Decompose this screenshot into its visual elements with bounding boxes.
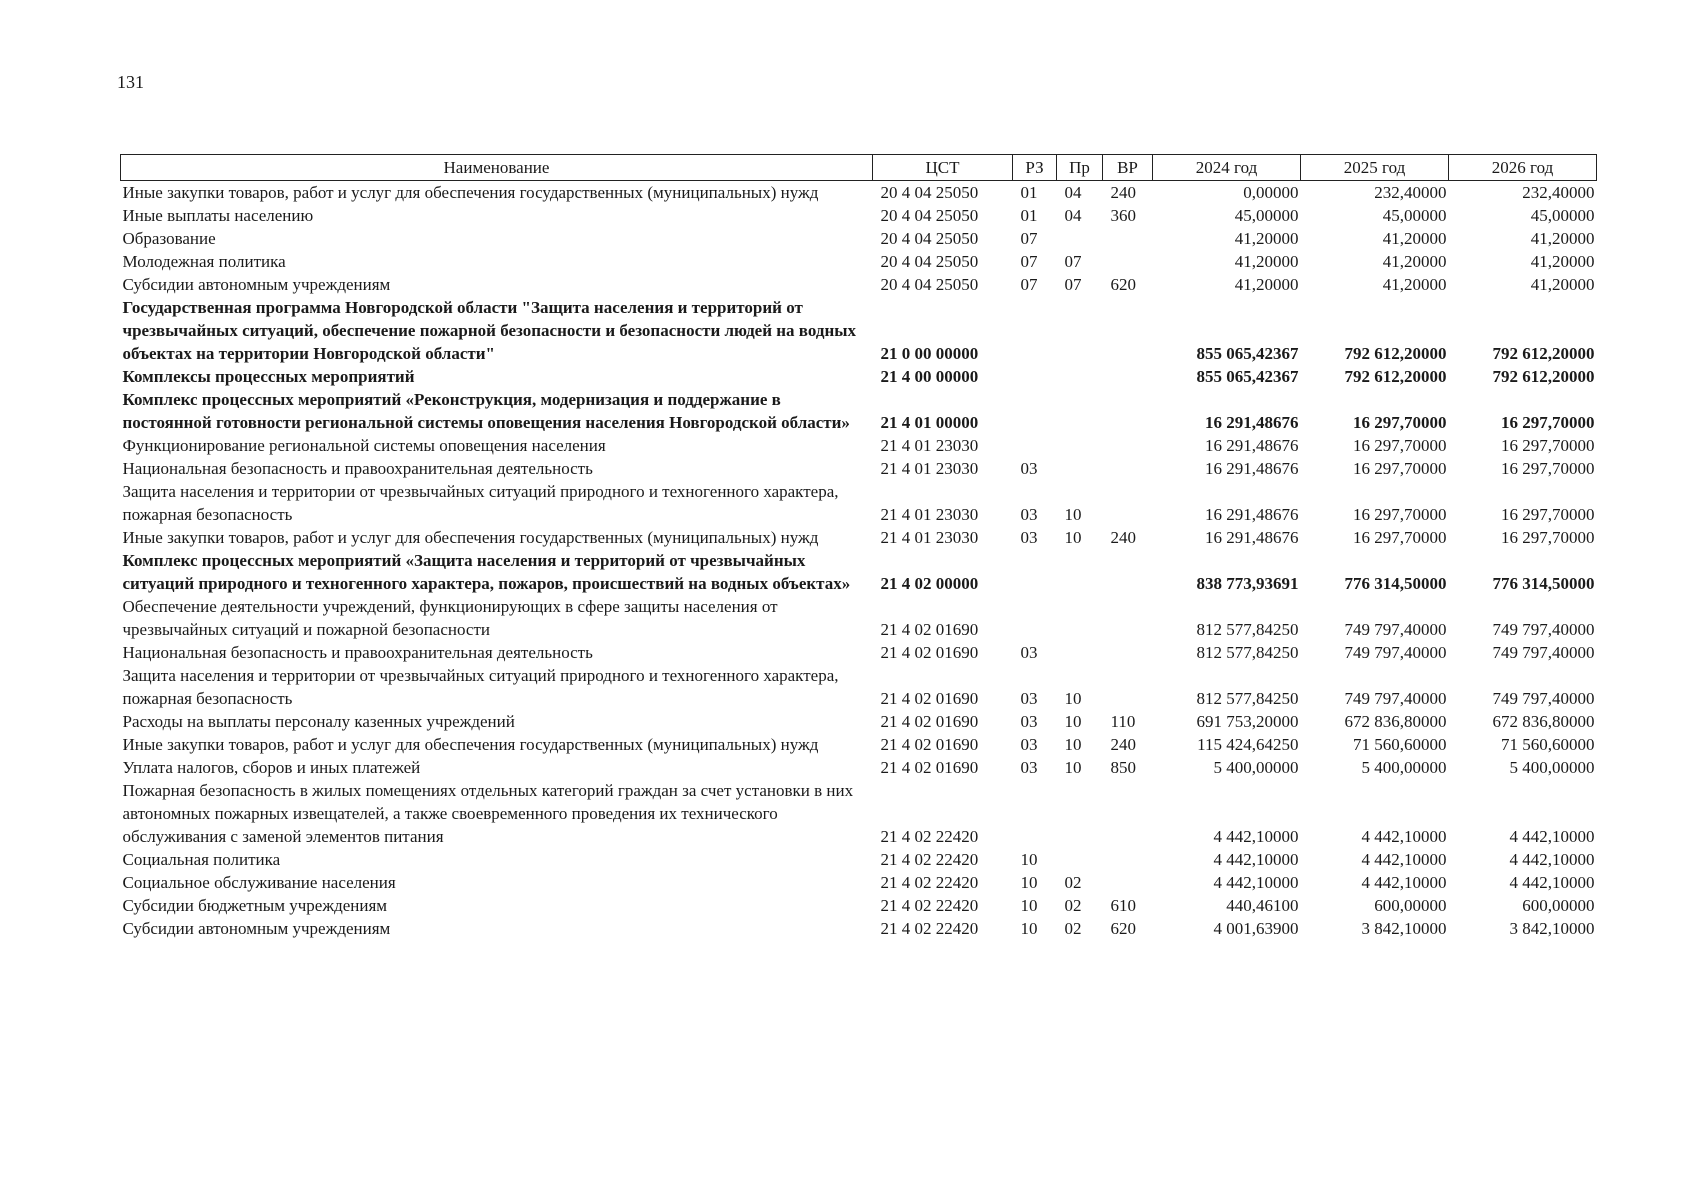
row-vr: 240 <box>1110 528 1136 547</box>
row-2024: 812 577,84250 <box>1196 689 1299 708</box>
row-cst: 21 4 01 23030 <box>880 528 979 547</box>
row-vr <box>1103 595 1153 641</box>
budget-table <box>120 154 1597 940</box>
row-pr <box>1057 388 1103 434</box>
row-rz <box>1013 365 1057 388</box>
row-2024: 838 773,93691 <box>1196 574 1299 593</box>
row-2025: 5 400,00000 <box>1361 758 1447 777</box>
row-2026: 749 797,40000 <box>1492 643 1595 662</box>
row-cst: 20 4 04 25050 <box>880 183 979 202</box>
row-name: Иные закупки товаров, работ и услуг для обеспечения государственных (муниципальных) нужд <box>122 528 819 547</box>
table-row <box>121 480 1597 526</box>
row-rz: 07 <box>1020 275 1038 294</box>
row-pr: 07 <box>1064 275 1082 294</box>
table-row <box>121 917 1597 940</box>
row-2026: 600,00000 <box>1522 896 1595 915</box>
row-vr: 620 <box>1110 275 1136 294</box>
header-rz: РЗ <box>1013 155 1057 181</box>
header-vr: ВР <box>1103 155 1153 181</box>
row-2024: 812 577,84250 <box>1196 643 1299 662</box>
row-2026: 5 400,00000 <box>1509 758 1595 777</box>
row-name: Защита населения и территории от чрезвычайных ситуаций природного и техногенного характера, пожарная безопасность <box>122 482 839 524</box>
row-pr <box>1057 434 1103 457</box>
row-pr: 10 <box>1064 528 1082 547</box>
row-cst: 20 4 04 25050 <box>880 229 979 248</box>
row-name: Комплексы процессных мероприятий <box>122 367 415 386</box>
row-2025: 232,40000 <box>1374 183 1447 202</box>
table-row <box>121 733 1597 756</box>
row-cst: 21 4 01 23030 <box>880 459 979 478</box>
row-pr: 10 <box>1064 735 1082 754</box>
row-2025: 749 797,40000 <box>1344 620 1447 639</box>
row-2026: 776 314,50000 <box>1492 574 1595 593</box>
row-cst: 21 4 02 22420 <box>880 873 979 892</box>
row-2024: 5 400,00000 <box>1213 758 1299 777</box>
row-rz: 03 <box>1020 643 1038 662</box>
row-pr <box>1057 595 1103 641</box>
row-rz: 01 <box>1020 183 1038 202</box>
row-vr: 610 <box>1110 896 1136 915</box>
row-2024: 691 753,20000 <box>1196 712 1299 731</box>
row-2026: 232,40000 <box>1522 183 1595 202</box>
row-rz: 03 <box>1020 505 1038 524</box>
row-vr <box>1103 388 1153 434</box>
row-2024: 440,46100 <box>1226 896 1299 915</box>
row-2024: 16 291,48676 <box>1205 505 1299 524</box>
row-2024: 41,20000 <box>1234 275 1299 294</box>
row-2026: 16 297,70000 <box>1501 528 1595 547</box>
row-rz: 03 <box>1020 459 1038 478</box>
row-name: Субсидии автономным учреждениям <box>122 919 391 938</box>
row-vr <box>1103 779 1153 848</box>
row-cst: 21 4 00 00000 <box>880 367 979 386</box>
table-row <box>121 549 1597 595</box>
row-2026: 16 297,70000 <box>1501 459 1595 478</box>
row-rz <box>1013 434 1057 457</box>
row-cst: 21 4 02 22420 <box>880 850 979 869</box>
row-cst: 20 4 04 25050 <box>880 252 979 271</box>
row-rz: 03 <box>1020 712 1038 731</box>
row-vr <box>1103 457 1153 480</box>
row-name: Функционирование региональной системы оповещения населения <box>122 436 606 455</box>
row-rz: 10 <box>1020 850 1038 869</box>
row-2025: 776 314,50000 <box>1344 574 1447 593</box>
row-rz: 03 <box>1020 528 1038 547</box>
row-2025: 4 442,10000 <box>1361 827 1447 846</box>
row-pr <box>1057 365 1103 388</box>
row-cst: 20 4 04 25050 <box>880 275 979 294</box>
row-2025: 16 297,70000 <box>1353 459 1447 478</box>
row-2024: 16 291,48676 <box>1205 436 1299 455</box>
row-cst: 21 4 02 01690 <box>880 689 979 708</box>
row-2025: 4 442,10000 <box>1361 850 1447 869</box>
row-2024: 0,00000 <box>1243 183 1299 202</box>
row-vr <box>1103 664 1153 710</box>
row-rz: 07 <box>1020 229 1038 248</box>
row-pr: 04 <box>1064 206 1082 225</box>
header-2026: 2026 год <box>1449 155 1597 181</box>
page-number: 131 <box>117 72 144 92</box>
table-row <box>121 181 1597 205</box>
row-2026: 749 797,40000 <box>1492 620 1595 639</box>
table-row <box>121 848 1597 871</box>
row-2026: 749 797,40000 <box>1492 689 1595 708</box>
row-vr <box>1103 848 1153 871</box>
row-2026: 16 297,70000 <box>1501 436 1595 455</box>
row-2025: 600,00000 <box>1374 896 1447 915</box>
row-2025: 71 560,60000 <box>1353 735 1447 754</box>
row-2025: 672 836,80000 <box>1344 712 1447 731</box>
row-vr <box>1103 549 1153 595</box>
row-2026: 41,20000 <box>1530 275 1595 294</box>
row-2024: 115 424,64250 <box>1197 735 1299 754</box>
table-row <box>121 664 1597 710</box>
row-2024: 855 065,42367 <box>1196 344 1299 363</box>
table-row <box>121 365 1597 388</box>
table-row <box>121 710 1597 733</box>
row-cst: 21 4 02 01690 <box>880 712 979 731</box>
header-2024: 2024 год <box>1153 155 1301 181</box>
row-name: Социальное обслуживание населения <box>122 873 396 892</box>
header-pr: Пр <box>1057 155 1103 181</box>
row-2026: 16 297,70000 <box>1501 413 1595 432</box>
row-vr <box>1103 296 1153 365</box>
row-2026: 792 612,20000 <box>1492 367 1595 386</box>
row-2025: 41,20000 <box>1382 275 1447 294</box>
row-rz: 10 <box>1020 919 1038 938</box>
row-rz <box>1013 595 1057 641</box>
row-pr: 10 <box>1064 505 1082 524</box>
table-row <box>121 204 1597 227</box>
row-cst: 21 4 01 23030 <box>880 436 979 455</box>
row-name: Национальная безопасность и правоохранительная деятельность <box>122 459 593 478</box>
row-cst: 21 4 02 22420 <box>880 827 979 846</box>
row-pr <box>1057 296 1103 365</box>
table-body <box>121 181 1597 941</box>
row-2024: 812 577,84250 <box>1196 620 1299 639</box>
row-2026: 45,00000 <box>1530 206 1595 225</box>
table-row <box>121 227 1597 250</box>
row-cst: 21 4 01 23030 <box>880 505 979 524</box>
row-rz: 03 <box>1020 689 1038 708</box>
row-pr: 10 <box>1064 712 1082 731</box>
row-cst: 20 4 04 25050 <box>880 206 979 225</box>
row-pr: 07 <box>1064 252 1082 271</box>
row-2026: 4 442,10000 <box>1509 827 1595 846</box>
table-row <box>121 250 1597 273</box>
row-vr <box>1103 871 1153 894</box>
row-vr: 240 <box>1110 183 1136 202</box>
row-vr <box>1103 365 1153 388</box>
row-name: Образование <box>122 229 216 248</box>
table-row <box>121 296 1597 365</box>
row-2024: 16 291,48676 <box>1205 413 1299 432</box>
row-2024: 16 291,48676 <box>1205 459 1299 478</box>
row-2026: 41,20000 <box>1530 252 1595 271</box>
row-rz <box>1013 388 1057 434</box>
row-rz: 03 <box>1020 758 1038 777</box>
row-vr <box>1103 227 1153 250</box>
row-cst: 21 4 02 00000 <box>880 574 979 593</box>
row-vr <box>1103 250 1153 273</box>
row-pr <box>1057 457 1103 480</box>
row-2025: 16 297,70000 <box>1353 436 1447 455</box>
row-name: Субсидии автономным учреждениям <box>122 275 391 294</box>
row-cst: 21 4 02 22420 <box>880 919 979 938</box>
row-name: Иные выплаты населению <box>122 206 314 225</box>
row-2025: 16 297,70000 <box>1353 528 1447 547</box>
row-name: Расходы на выплаты персоналу казенных учреждений <box>122 712 515 731</box>
row-2026: 4 442,10000 <box>1509 873 1595 892</box>
row-pr: 02 <box>1064 919 1082 938</box>
table-row <box>121 641 1597 664</box>
row-name: Молодежная политика <box>122 252 286 271</box>
row-name: Комплекс процессных мероприятий «Реконструкция, модернизация и поддержание в постоянной готовности региональной системы оповещения населения Новгородской области» <box>122 390 850 432</box>
row-cst: 21 4 02 01690 <box>880 643 979 662</box>
row-2025: 749 797,40000 <box>1344 689 1447 708</box>
table-row <box>121 457 1597 480</box>
row-pr <box>1057 848 1103 871</box>
row-2026: 71 560,60000 <box>1501 735 1595 754</box>
table-row <box>121 273 1597 296</box>
row-2025: 45,00000 <box>1382 206 1447 225</box>
row-rz: 03 <box>1020 735 1038 754</box>
row-2025: 792 612,20000 <box>1344 367 1447 386</box>
row-name: Обеспечение деятельности учреждений, функционирующих в сфере защиты населения от чрезвычайных ситуаций и пожарной безопасности <box>122 597 778 639</box>
row-cst: 21 4 02 22420 <box>880 896 979 915</box>
row-2026: 4 442,10000 <box>1509 850 1595 869</box>
row-rz: 01 <box>1020 206 1038 225</box>
row-rz: 10 <box>1020 873 1038 892</box>
header-name: Наименование <box>121 155 873 181</box>
row-cst: 21 4 02 01690 <box>880 620 979 639</box>
row-2025: 749 797,40000 <box>1344 643 1447 662</box>
table-row <box>121 894 1597 917</box>
row-pr: 10 <box>1064 689 1082 708</box>
row-name: Иные закупки товаров, работ и услуг для обеспечения государственных (муниципальных) нужд <box>122 183 819 202</box>
table-row <box>121 779 1597 848</box>
row-rz: 07 <box>1020 252 1038 271</box>
table-row <box>121 388 1597 434</box>
row-cst: 21 4 01 00000 <box>880 413 979 432</box>
row-name: Субсидии бюджетным учреждениям <box>122 896 388 915</box>
row-2024: 16 291,48676 <box>1205 528 1299 547</box>
row-pr <box>1057 549 1103 595</box>
header-2025: 2025 год <box>1301 155 1449 181</box>
row-2026: 672 836,80000 <box>1492 712 1595 731</box>
row-2024: 41,20000 <box>1234 252 1299 271</box>
row-rz <box>1013 549 1057 595</box>
row-2025: 16 297,70000 <box>1353 505 1447 524</box>
row-2025: 41,20000 <box>1382 252 1447 271</box>
row-name: Социальная политика <box>122 850 281 869</box>
row-pr <box>1057 779 1103 848</box>
row-vr <box>1103 434 1153 457</box>
row-2025: 792 612,20000 <box>1344 344 1447 363</box>
row-vr: 620 <box>1110 919 1136 938</box>
row-rz <box>1013 779 1057 848</box>
row-2024: 45,00000 <box>1234 206 1299 225</box>
table-row <box>121 434 1597 457</box>
row-name: Защита населения и территории от чрезвычайных ситуаций природного и техногенного характера, пожарная безопасность <box>122 666 839 708</box>
row-pr <box>1057 641 1103 664</box>
row-2024: 855 065,42367 <box>1196 367 1299 386</box>
row-cst: 21 4 02 01690 <box>880 735 979 754</box>
row-2024: 4 001,63900 <box>1213 919 1299 938</box>
row-name: Государственная программа Новгородской области "Защита населения и территорий от чрезвычайных ситуаций, обеспечение пожарной безопасности и безопасности людей на водных объектах на территории Новгородской области" <box>122 298 857 363</box>
row-2026: 792 612,20000 <box>1492 344 1595 363</box>
row-2026: 3 842,10000 <box>1509 919 1595 938</box>
row-2024: 41,20000 <box>1234 229 1299 248</box>
row-name: Иные закупки товаров, работ и услуг для обеспечения государственных (муниципальных) нужд <box>122 735 819 754</box>
row-2024: 4 442,10000 <box>1213 850 1299 869</box>
row-pr <box>1057 227 1103 250</box>
row-2025: 3 842,10000 <box>1361 919 1447 938</box>
table-row <box>121 526 1597 549</box>
row-2025: 4 442,10000 <box>1361 873 1447 892</box>
row-vr: 850 <box>1110 758 1136 777</box>
table-row <box>121 595 1597 641</box>
row-pr: 10 <box>1064 758 1082 777</box>
row-name: Комплекс процессных мероприятий «Защита населения и территорий от чрезвычайных ситуаций природного и техногенного характера, пожаров, происшествий на водных объектах» <box>122 551 851 593</box>
row-2024: 4 442,10000 <box>1213 827 1299 846</box>
row-vr <box>1103 641 1153 664</box>
table-row <box>121 871 1597 894</box>
row-pr: 02 <box>1064 896 1082 915</box>
row-rz: 10 <box>1020 896 1038 915</box>
row-cst: 21 4 02 01690 <box>880 758 979 777</box>
row-vr: 240 <box>1110 735 1136 754</box>
row-2026: 16 297,70000 <box>1501 505 1595 524</box>
row-name: Пожарная безопасность в жилых помещениях отдельных категорий граждан за счет установки в них автономных пожарных извещателей, а также своевременного проведения их технического обслуживания с заменой элементов питания <box>122 781 854 846</box>
row-2024: 4 442,10000 <box>1213 873 1299 892</box>
row-2026: 41,20000 <box>1530 229 1595 248</box>
row-vr <box>1103 480 1153 526</box>
header-cst: ЦСТ <box>873 155 1013 181</box>
table-row <box>121 756 1597 779</box>
row-pr: 02 <box>1064 873 1082 892</box>
row-2025: 41,20000 <box>1382 229 1447 248</box>
row-2025: 16 297,70000 <box>1353 413 1447 432</box>
row-pr: 04 <box>1064 183 1082 202</box>
row-cst: 21 0 00 00000 <box>880 344 979 363</box>
row-vr: 360 <box>1110 206 1136 225</box>
table-header <box>121 155 1597 181</box>
row-name: Уплата налогов, сборов и иных платежей <box>122 758 421 777</box>
row-rz <box>1013 296 1057 365</box>
header-row <box>121 155 1597 181</box>
row-vr: 110 <box>1110 712 1136 731</box>
row-name: Национальная безопасность и правоохранительная деятельность <box>122 643 593 662</box>
